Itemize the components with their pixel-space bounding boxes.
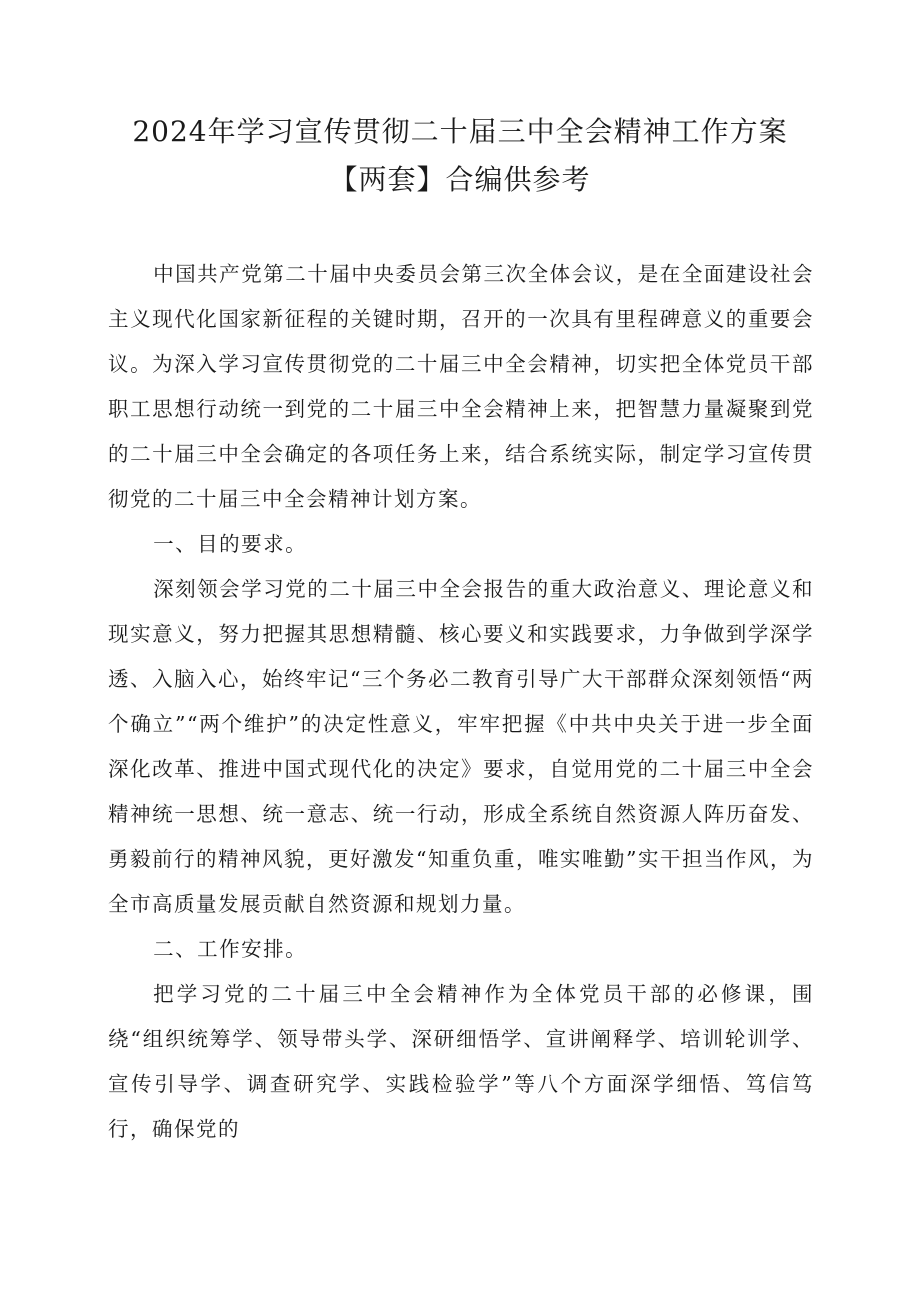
- paragraph-objectives: 深刻领会学习党的二十届三中全会报告的重大政治意义、理论意义和现实意义，努力把握其思想精髓、核心要义和实践要求，力争做到学深学透、入脑入心，始终牢记“三个务必二教育引导广大干部群众深刻领悟“两个确立”“两个维护”的决定性意义，牢牢把握《中共中央关于进一步全面深化改革、推进中国式现代化的决定》要求，自觉用党的二十届三中全会精神统一思想、统一意志、统一行动，形成全系统自然资源人阵历奋发、勇毅前行的精神风貌，更好激发“知重负重，唯实唯勤”实干担当作风，为全市高质量发展贡献自然资源和规划力量。: [108, 577, 814, 916]
- paragraph-arrangements: 把学习党的二十届三中全会精神作为全体党员干部的必修课，围绕“组织统筹学、领导带头学、深研细悟学、宣讲阐释学、培训轮训学、宣传引导学、调查研究学、实践检验学”等八个方面深学细悟、笃信笃行，确保党的: [108, 982, 814, 1141]
- title-line-2: 【两套】合编供参考: [329, 163, 591, 196]
- section-heading-objectives: 一、目的要求。: [153, 532, 308, 556]
- document-body: [108, 252, 814, 1152]
- title-line-1: 2024年学习宣传贯彻二十届三中全会精神工作方案: [132, 115, 788, 148]
- section-heading-arrangements: 二、工作安排。: [153, 937, 308, 961]
- document-title: [110, 108, 810, 204]
- paragraph-intro: 中国共产党第二十届中央委员会第三次全体会议，是在全面建设社会主义现代化国家新征程的关键时期，召开的一次具有里程碑意义的重要会议。为深入学习宣传贯彻党的二十届三中全会精神，切实把全体党员干部职工思想行动统一到党的二十届三中全会精神上来，把智慧力量凝聚到党的二十届三中全会确定的各项任务上来，结合系统实际，制定学习宣传贯彻党的二十届三中全会精神计划方案。: [108, 262, 814, 511]
